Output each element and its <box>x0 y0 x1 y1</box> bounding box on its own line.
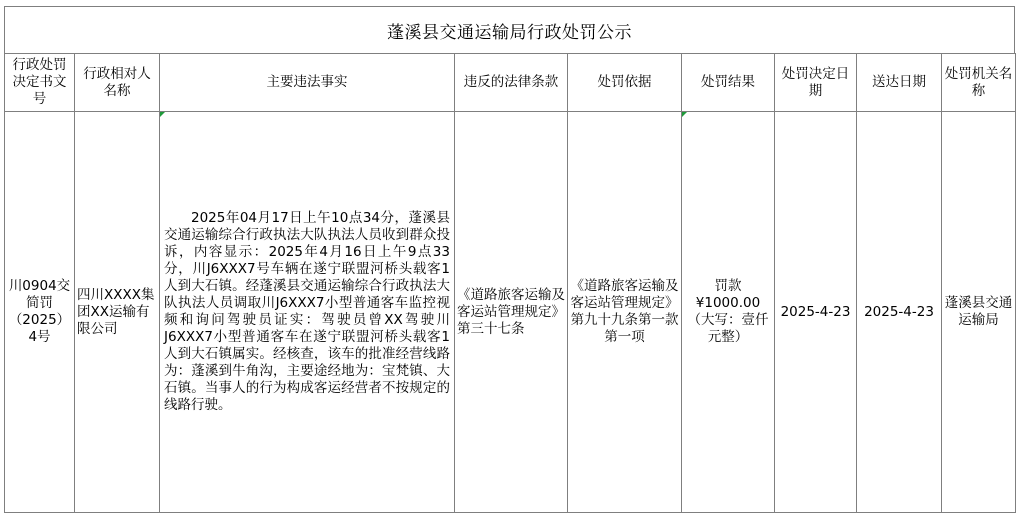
cell-text: 《道路旅客运输及客运站管理规定》第九十九条第一款第一项 <box>570 278 679 345</box>
cell-doc-number[interactable] <box>5 112 75 513</box>
cell-basis[interactable] <box>568 112 682 513</box>
col-header-result[interactable] <box>682 54 775 112</box>
cell-text: 四川XXXX集团XX运输有限公司 <box>77 286 155 337</box>
cell-facts[interactable] <box>160 112 455 513</box>
cell-marker-icon <box>160 112 165 117</box>
cell-text: 2025年04月17日上午10点34分，蓬溪县交通运输综合行政执法大队执法人员收到群众投诉，内容显示：2025年4月16日上午9点33分，川J6XXX7号车辆在遂宁联盟河桥头载客1人到大石镇。经蓬溪县交通运输综合行政执法大队执法人员调取川J6XXX7小型普通客车监控视频和询问驾驶员证实：驾驶员曾XX驾驶川J6XXX7小型普通客车在遂宁联盟河桥头载客1人到大石镇属实。经核查，该车的批准经营线路为：蓬溪到牛角沟，主要途经地为：宝梵镇、大石镇。当事人的行为构成客运经营者不按规定的线路行驶。 <box>164 210 450 413</box>
col-header-decision-date[interactable] <box>775 54 857 112</box>
col-header-authority[interactable] <box>942 54 1016 112</box>
table-row <box>5 112 1016 513</box>
cell-marker-icon <box>682 112 687 117</box>
cell-text: 2025-4-23 <box>780 303 851 320</box>
header-label: 行政相对人名称 <box>83 65 151 99</box>
col-header-delivery-date[interactable] <box>857 54 942 112</box>
header-label: 处罚决定日期 <box>781 65 850 99</box>
cell-decision-date[interactable] <box>775 112 857 513</box>
cell-result[interactable] <box>682 112 775 513</box>
cell-text: 《道路旅客运输及客运站管理规定》第三十七条 <box>457 286 565 337</box>
header-label: 处罚结果 <box>701 74 755 90</box>
header-label: 送达日期 <box>872 74 926 90</box>
col-header-violated-clause[interactable] <box>455 54 568 112</box>
cell-authority[interactable] <box>942 112 1016 513</box>
penalty-table <box>4 53 1016 513</box>
cell-party-name[interactable] <box>75 112 160 513</box>
cell-text: 2025-4-23 <box>864 303 934 320</box>
cell-text: 蓬溪县交通运输局 <box>944 295 1013 328</box>
header-label: 违反的法律条款 <box>463 74 559 90</box>
cell-text: 川0904交简罚（2025）4号 <box>8 278 71 345</box>
cell-violated-clause[interactable] <box>455 112 568 513</box>
header-label: 主要违法事实 <box>266 74 348 90</box>
col-header-basis[interactable] <box>568 54 682 112</box>
header-row <box>5 54 1016 112</box>
header-label: 行政处罚决定书文号 <box>12 57 67 107</box>
cell-text: 罚款¥1000.00（大写：壹仟元整） <box>687 278 769 345</box>
header-label: 处罚依据 <box>597 74 652 90</box>
cell-delivery-date[interactable] <box>857 112 942 513</box>
page-title: 蓬溪县交通运输局行政处罚公示 <box>4 6 1015 54</box>
col-header-party-name[interactable] <box>75 54 160 112</box>
col-header-facts[interactable] <box>160 54 455 112</box>
col-header-doc-number[interactable] <box>5 54 75 112</box>
header-label: 处罚机关名称 <box>944 65 1013 99</box>
